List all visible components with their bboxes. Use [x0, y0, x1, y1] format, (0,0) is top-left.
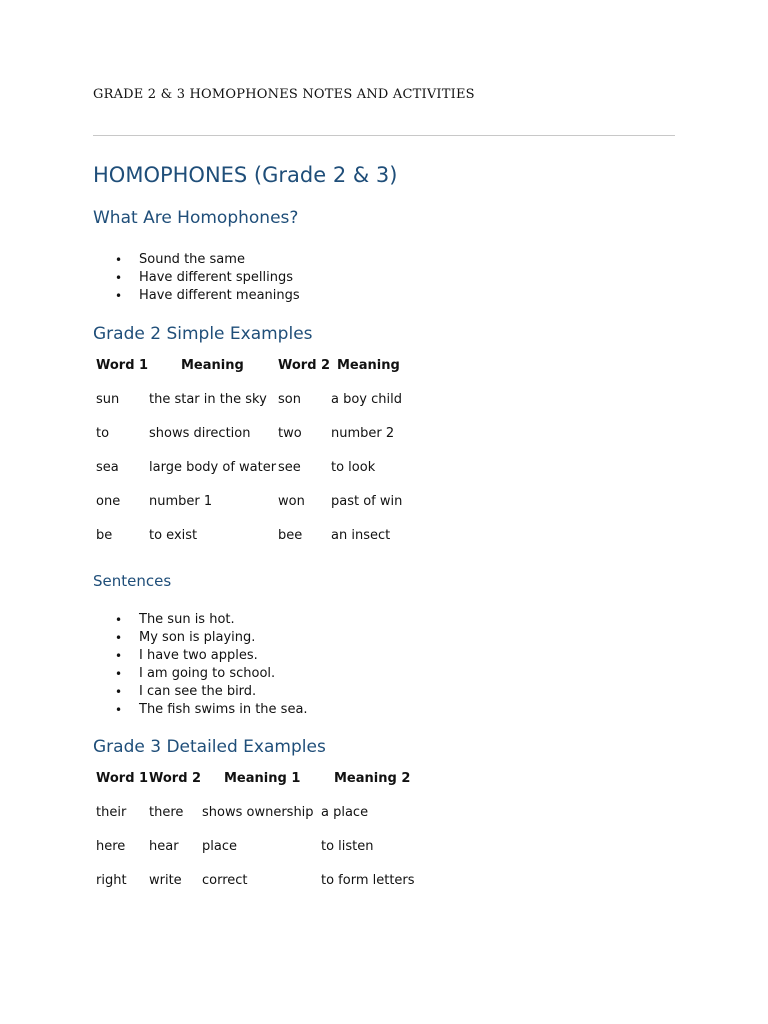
list-item: • My son is playing.: [93, 629, 308, 647]
grade2-heading: Grade 2 Simple Examples: [93, 324, 313, 344]
table-cell: place: [202, 839, 237, 854]
table-cell: a boy child: [331, 392, 402, 407]
table-cell: past of win: [331, 494, 403, 509]
column-header: Meaning: [337, 358, 400, 373]
table-cell: shows direction: [149, 426, 251, 441]
table-cell: an insect: [331, 528, 391, 543]
list-item: • Have different meanings: [93, 287, 300, 305]
table-cell: hear: [149, 839, 179, 854]
table-cell: sea: [96, 460, 119, 475]
table-cell: to form letters: [321, 873, 415, 888]
list-item: • I have two apples.: [93, 647, 308, 665]
table-cell: a place: [321, 805, 369, 820]
table-cell: correct: [202, 873, 248, 888]
list-item: • The sun is hot.: [93, 611, 308, 629]
table-cell: the star in the sky: [149, 392, 267, 407]
table-cell: won: [278, 494, 305, 509]
table-cell: write: [149, 873, 182, 888]
column-header: Word 2: [149, 771, 202, 786]
sentences-heading: Sentences: [93, 572, 172, 590]
list-item: • I can see the bird.: [93, 683, 308, 701]
running-header: GRADE 2 & 3 HOMOPHONES NOTES AND ACTIVITIES: [93, 87, 475, 102]
list-item: • The fish swims in the sea.: [93, 701, 308, 719]
table-cell: bee: [278, 528, 303, 543]
table-cell: number 2: [331, 426, 395, 441]
table-cell: there: [149, 805, 184, 820]
column-header: Word 2: [278, 358, 331, 373]
table-cell: large body of water: [149, 460, 277, 475]
page-title: HOMOPHONES (Grade 2 & 3): [93, 163, 398, 187]
table-cell: one: [96, 494, 121, 509]
table-cell: to exist: [149, 528, 198, 543]
table-cell: be: [96, 528, 113, 543]
column-header: Meaning 2: [334, 771, 411, 786]
table-cell: to look: [331, 460, 376, 475]
table-cell: here: [96, 839, 126, 854]
header-divider: [93, 135, 675, 136]
table-cell: to listen: [321, 839, 374, 854]
table-cell: son: [278, 392, 301, 407]
table-cell: their: [96, 805, 127, 820]
column-header: Word 1: [96, 771, 149, 786]
what-bullet-list: [93, 251, 300, 305]
column-header: Meaning 1: [224, 771, 301, 786]
list-item: • I am going to school.: [93, 665, 308, 683]
table-cell: number 1: [149, 494, 213, 509]
table-cell: two: [278, 426, 302, 441]
table-cell: right: [96, 873, 127, 888]
table-cell: see: [278, 460, 301, 475]
table-cell: sun: [96, 392, 120, 407]
list-item: • Have different spellings: [93, 269, 300, 287]
sentences-bullet-list: [93, 611, 308, 719]
list-item: • Sound the same: [93, 251, 300, 269]
what-heading: What Are Homophones?: [93, 208, 299, 228]
table-cell: shows ownership: [202, 805, 314, 820]
column-header: Word 1: [96, 358, 149, 373]
grade3-heading: Grade 3 Detailed Examples: [93, 737, 326, 757]
table-cell: to: [96, 426, 110, 441]
column-header: Meaning: [181, 358, 244, 373]
